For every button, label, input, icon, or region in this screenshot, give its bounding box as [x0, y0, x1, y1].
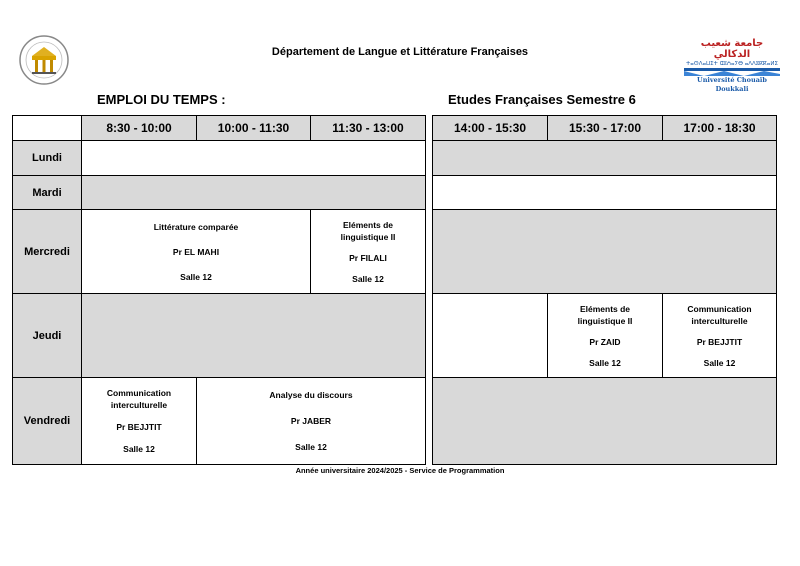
- schedule-title: EMPLOI DU TEMPS :: [97, 92, 226, 107]
- course-room: Salle 12: [589, 357, 621, 368]
- footer-note: Année universitaire 2024/2025 - Service de Programmation: [295, 466, 505, 475]
- course-jeudi-linguistique: [547, 293, 663, 378]
- jeudi-morning-empty: [81, 293, 426, 378]
- university-logo-band-icon: [684, 68, 780, 76]
- university-tifinagh-name: ⵜⴰⵙⴷⴰⵡⵉⵜ ⵛⵓⵄⴰⵢⴱ ⴰⴷⴷⵓⴽⴽⴰⵍⵉ: [686, 61, 778, 67]
- slot-header-6: 17:00 - 18:30: [662, 115, 777, 141]
- course-room: Salle 12: [703, 357, 736, 368]
- course-name: Eléments de linguistique II: [577, 303, 633, 326]
- university-latin-name: Université Chouaïb Doukkali: [697, 76, 767, 93]
- mercredi-afternoon-empty: [432, 209, 777, 294]
- course-name: Communication interculturelle: [687, 303, 752, 326]
- slot-header-1: 8:30 - 10:00: [81, 115, 197, 141]
- course-prof: Pr FILALI: [349, 252, 387, 263]
- lundi-morning-empty: [81, 140, 426, 176]
- course-vendredi-discours: [196, 377, 426, 465]
- slot-header-2: 10:00 - 11:30: [196, 115, 311, 141]
- course-mercredi-litterature: [81, 209, 311, 294]
- day-mardi: Mardi: [12, 175, 82, 210]
- course-vendredi-communication: [81, 377, 197, 465]
- university-arabic-name: جامعة شعيب الدكالي: [700, 38, 764, 60]
- course-prof: Pr JABER: [290, 416, 332, 426]
- department-title: Département de Langue et Littérature Françaises: [271, 46, 529, 58]
- mardi-afternoon-empty: [432, 175, 777, 210]
- course-prof: Pr EL MAHI: [172, 246, 220, 257]
- course-room: Salle 12: [123, 444, 155, 454]
- course-prof: Pr ZAID: [589, 336, 621, 347]
- day-jeudi: Jeudi: [12, 293, 82, 378]
- slot-header-5: 15:30 - 17:00: [547, 115, 663, 141]
- day-vendredi: Vendredi: [12, 377, 82, 465]
- course-name: Eléments de linguistique II: [340, 219, 396, 242]
- day-mercredi: Mercredi: [12, 209, 82, 294]
- course-prof: Pr BEJJTIT: [116, 422, 162, 432]
- jeudi-1400-empty: [432, 293, 548, 378]
- course-name: Communication interculturelle: [106, 388, 172, 410]
- program-title: Etudes Françaises Semestre 6: [448, 92, 636, 107]
- slot-header-4: 14:00 - 15:30: [432, 115, 548, 141]
- course-name: Analyse du discours: [269, 390, 353, 400]
- vendredi-afternoon-empty: [432, 377, 777, 465]
- course-jeudi-communication: [662, 293, 777, 378]
- course-name: Littérature comparée: [153, 221, 239, 232]
- mardi-morning-empty: [81, 175, 426, 210]
- faculty-logo: [18, 34, 70, 86]
- university-logo: [684, 38, 780, 93]
- corner-cell: [12, 115, 82, 141]
- day-lundi: Lundi: [12, 140, 82, 176]
- lundi-afternoon-empty: [432, 140, 777, 176]
- course-room: Salle 12: [180, 271, 212, 282]
- course-room: Salle 12: [295, 442, 327, 452]
- slot-header-3: 11:30 - 13:00: [310, 115, 426, 141]
- course-prof: Pr BEJJTIT: [696, 336, 743, 347]
- course-room: Salle 12: [352, 273, 384, 284]
- course-mercredi-linguistique: [310, 209, 426, 294]
